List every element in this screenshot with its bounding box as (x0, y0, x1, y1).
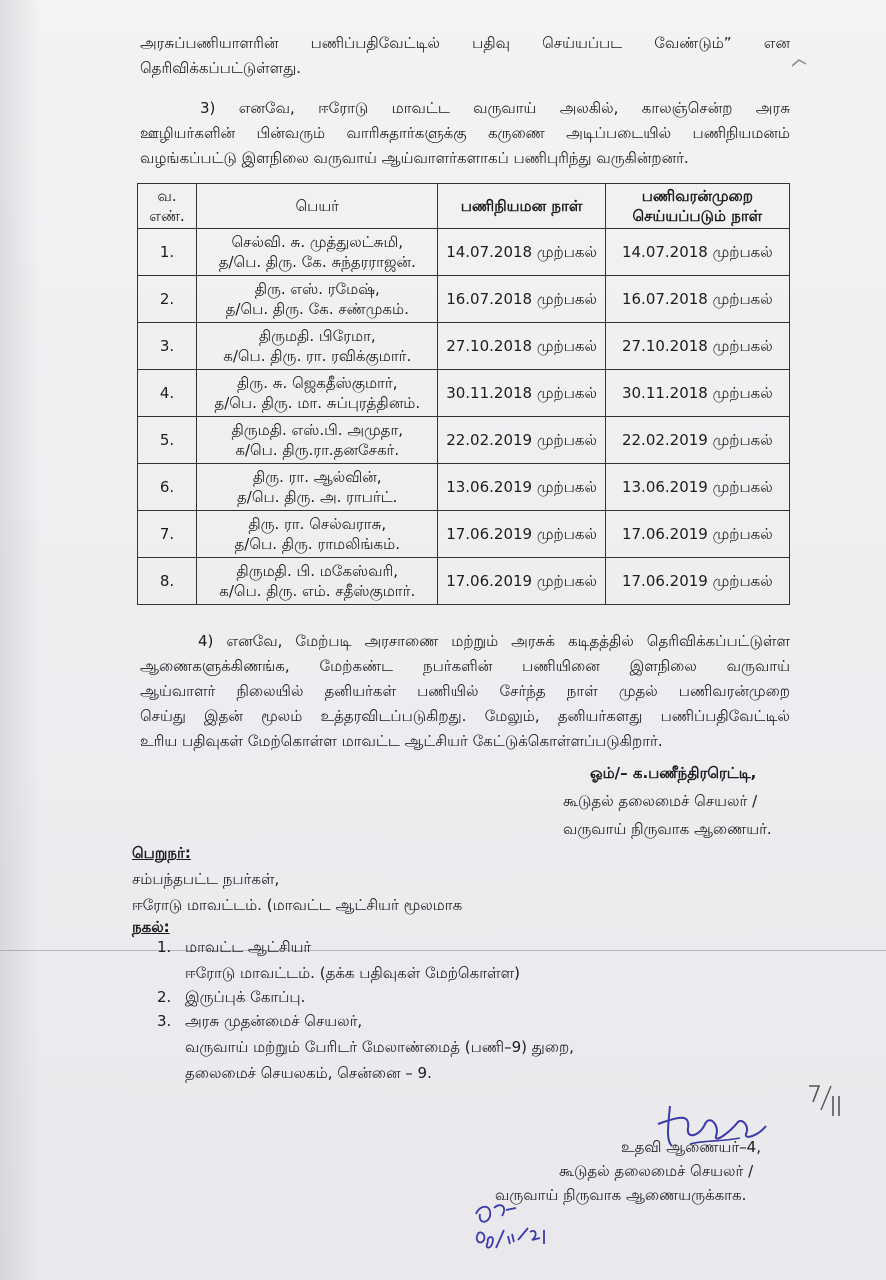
cell-regularisation-date (605, 417, 789, 464)
cell-name-text: த/பெ. திரு. கே. சுந்தரராஜன். (218, 253, 416, 271)
header-appointment-date: பணிநியமன நாள் (438, 184, 605, 229)
cell-name (197, 558, 438, 605)
table-row (138, 417, 790, 464)
recipients-heading: பெறுநர்: (132, 844, 191, 862)
intro-line-2: தெரிவிக்கப்பட்டுள்ளது. (140, 59, 301, 77)
cell-name (197, 276, 438, 323)
cell-name (197, 229, 438, 276)
table-row (138, 464, 790, 511)
paragraph-3-line-2: ஊழியர்களின் பின்வரும் வாரிசுதார்களுக்கு கருணை அடிப்படையில் பணிநியமனம் (140, 124, 790, 142)
cell-appointment-date-text: 17.06.2019 முற்பகல் (446, 572, 597, 590)
copy-item-3-line-2: வருவாய் மற்றும் பேரிடர் மேலாண்மைத் (பணி–9) துறை, (185, 1038, 574, 1056)
cell-regularisation-date-text: 27.10.2018 முற்பகல் (621, 337, 773, 355)
footer-sign-designation-2: கூடுதல் தலைமைச் செயலர் / (559, 1162, 754, 1180)
cell-name-text: த/பெ. திரு. கே. சண்முகம். (225, 300, 409, 318)
cell-name-text: திரு. ரா. ஆல்வின், (252, 468, 382, 486)
cell-appointment-date-text: 13.06.2019 முற்பகல் (446, 478, 597, 496)
cell-appointment-date (438, 276, 605, 323)
cell-appointment-date-text: 27.10.2018 முற்பகல் (446, 337, 597, 355)
page-shadow (0, 0, 40, 1280)
cell-name-text: திரு. எஸ். ரமேஷ், (254, 280, 380, 298)
copy-heading: நகல்: (132, 918, 170, 936)
cell-appointment-date (438, 229, 605, 276)
cell-name (197, 417, 438, 464)
header-reg-line-2: செய்யப்படும் நாள் (632, 207, 763, 225)
copy-item-1-num: 1. (157, 938, 172, 956)
cell-name-text: திருமதி. எஸ்.பி. அமுதா, (231, 421, 404, 439)
table-row (138, 323, 790, 370)
cell-sno-text: 4. (159, 384, 175, 402)
cell-name (197, 464, 438, 511)
paragraph-4-line-5: உரிய பதிவுகள் மேற்கொள்ள மாவட்ட ஆட்சியர் கேட்டுக்கொள்ளப்படுகிறார். (140, 732, 663, 750)
signatory-designation-2: வருவாய் நிருவாக ஆணையர். (563, 820, 772, 838)
header-sno-line-1: வ. (157, 187, 177, 205)
cell-appointment-date (438, 370, 605, 417)
header-regularisation-date (605, 184, 789, 229)
cell-name-text: க/பெ. திரு.ரா.தனசேகர். (235, 441, 400, 459)
paragraph-3-line-1: 3) எனவே, ஈரோடு மாவட்ட வருவாய் அலகில், காலஞ்சென்ற அரசு (200, 99, 790, 117)
copy-item-1-line-1: மாவட்ட ஆட்சியர் (185, 938, 312, 956)
footer-sign-designation-1: உதவி ஆணையர்–4, (621, 1138, 761, 1156)
signatory-name: ஓம்/– க.பணீந்திரரெட்டி, (590, 764, 757, 782)
cell-sno (138, 558, 197, 605)
cell-sno-text: 2. (159, 290, 175, 308)
cell-regularisation-date (605, 323, 789, 370)
cell-sno (138, 417, 197, 464)
cell-name-text: திரு. ரா. செல்வராசு, (248, 515, 387, 533)
cell-sno (138, 229, 197, 276)
copy-item-1-line-2: ஈரோடு மாவட்டம். (தக்க பதிவுகள் மேற்கொள்ள) (185, 964, 520, 982)
paragraph-4-line-1: 4) எனவே, மேற்படி அரசாணை மற்றும் அரசுக் கடிதத்தில் தெரிவிக்கப்பட்டுள்ள (198, 632, 790, 650)
copy-item-3-num: 3. (157, 1012, 172, 1030)
cell-appointment-date (438, 323, 605, 370)
initials-date-handwriting-icon (470, 1200, 550, 1265)
cell-sno-text: 6. (159, 478, 175, 496)
cell-regularisation-date (605, 511, 789, 558)
cell-name (197, 511, 438, 558)
cell-sno (138, 323, 197, 370)
cell-regularisation-date-text: 22.02.2019 முற்பகல் (621, 431, 773, 449)
recipients-line-1: சம்பந்தபட்ட நபர்கள், (132, 870, 280, 888)
header-name: பெயர் (197, 184, 438, 229)
copy-item-2-line-1: இருப்புக் கோப்பு. (185, 988, 306, 1006)
cell-regularisation-date-text: 30.11.2018 முற்பகல் (621, 384, 773, 402)
cell-sno (138, 511, 197, 558)
pen-mark-icon (790, 56, 808, 70)
cell-appointment-date-text: 17.06.2019 முற்பகல் (446, 525, 597, 543)
paragraph-4 (140, 629, 790, 754)
header-sno (138, 184, 197, 229)
copy-item-3-line-3: தலைமைச் செயலகம், சென்னை – 9. (185, 1064, 432, 1082)
cell-name-text: த/பெ. திரு. ராமலிங்கம். (234, 535, 400, 553)
paragraph-4-line-2: ஆணைகளுக்கிணங்க, மேற்கண்ட நபர்களின் பணியினை இளநிலை வருவாய் (140, 657, 790, 675)
cell-name-text: திருமதி. பிரேமா, (258, 327, 376, 345)
cell-regularisation-date (605, 229, 789, 276)
cell-sno-text: 7. (159, 525, 175, 543)
cell-appointment-date-text: 16.07.2018 முற்பகல் (446, 290, 597, 308)
cell-sno (138, 370, 197, 417)
header-sno-line-2: எண். (149, 207, 185, 225)
cell-regularisation-date (605, 464, 789, 511)
cell-name (197, 323, 438, 370)
cell-regularisation-date-text: 13.06.2019 முற்பகல் (621, 478, 773, 496)
cell-sno-text: 1. (159, 243, 175, 261)
table-row (138, 558, 790, 605)
copy-item-3-line-1: அரசு முதன்மைச் செயலர், (185, 1012, 363, 1030)
cell-appointment-date (438, 464, 605, 511)
page-number-handwriting-icon (805, 1080, 845, 1120)
recipients-line-2: ஈரோடு மாவட்டம். (மாவட்ட ஆட்சியர் மூலமாக (132, 896, 463, 914)
header-reg-line-1: பணிவரன்முறை (641, 187, 753, 205)
cell-sno-text: 3. (159, 337, 175, 355)
cell-appointment-date (438, 511, 605, 558)
cell-regularisation-date-text: 17.06.2019 முற்பகல் (621, 572, 773, 590)
paragraph-3 (140, 96, 790, 171)
cell-sno (138, 276, 197, 323)
signatory-designation-1: கூடுதல் தலைமைச் செயலர் / (563, 792, 758, 810)
cell-name-text: த/பெ. திரு. அ. ராபர்ட். (237, 488, 398, 506)
cell-name (197, 370, 438, 417)
cell-name-text: த/பெ. திரு. மா. சுப்புரத்தினம். (214, 394, 421, 412)
cell-appointment-date (438, 558, 605, 605)
cell-regularisation-date (605, 370, 789, 417)
cell-appointment-date-text: 22.02.2019 முற்பகல் (446, 431, 597, 449)
copy-item-2-num: 2. (157, 988, 172, 1006)
table-row (138, 511, 790, 558)
cell-appointment-date-text: 14.07.2018 முற்பகல் (446, 243, 597, 261)
cell-name-text: க/பெ. திரு. ரா. ரவிக்குமார். (223, 347, 412, 365)
paragraph-3-line-3: வழங்கப்பட்டு இளநிலை வருவாய் ஆய்வாளர்களாகப் பணிபுரிந்து வருகின்றனர். (140, 149, 689, 167)
table-header-row (138, 184, 790, 229)
cell-regularisation-date-text: 17.06.2019 முற்பகல் (621, 525, 773, 543)
cell-regularisation-date-text: 14.07.2018 முற்பகல் (621, 243, 773, 261)
table-row (138, 276, 790, 323)
cell-name-text: திருமதி. பி. மகேஸ்வரி, (236, 562, 399, 580)
cell-regularisation-date-text: 16.07.2018 முற்பகல் (621, 290, 773, 308)
paragraph-4-line-4: செய்து இதன் மூலம் உத்தரவிடப்படுகிறது. மேலும், தனியர்களது பணிப்பதிவேட்டில் (140, 707, 790, 725)
cell-sno-text: 5. (159, 431, 175, 449)
cell-appointment-date-text: 30.11.2018 முற்பகல் (446, 384, 597, 402)
cell-appointment-date (438, 417, 605, 464)
cell-name-text: செல்வி. சு. முத்துலட்சுமி, (231, 233, 403, 251)
intro-line-1: அரசுப்பணியாளரின் பணிப்பதிவேட்டில் பதிவு செய்யப்பட வேண்டும்” என (140, 34, 790, 52)
cell-name-text: க/பெ. திரு. எம். சதீஸ்குமார். (219, 582, 416, 600)
cell-sno-text: 8. (159, 572, 175, 590)
table-row (138, 229, 790, 276)
table-row (138, 370, 790, 417)
intro-paragraph (140, 31, 790, 81)
paragraph-4-line-3: ஆய்வாளர் நிலையில் தனியர்கள் பணியில் சேர்ந்த நாள் முதல் பணிவரன்முறை (140, 682, 790, 700)
cell-name-text: திரு. சு. ஜெகதீஸ்குமார், (237, 374, 398, 392)
cell-sno (138, 464, 197, 511)
paper-fold (0, 950, 886, 951)
footer-sign-designation-3: வருவாய் நிருவாக ஆணையருக்காக. (495, 1186, 747, 1204)
appointment-table (137, 183, 790, 605)
cell-regularisation-date (605, 558, 789, 605)
cell-regularisation-date (605, 276, 789, 323)
